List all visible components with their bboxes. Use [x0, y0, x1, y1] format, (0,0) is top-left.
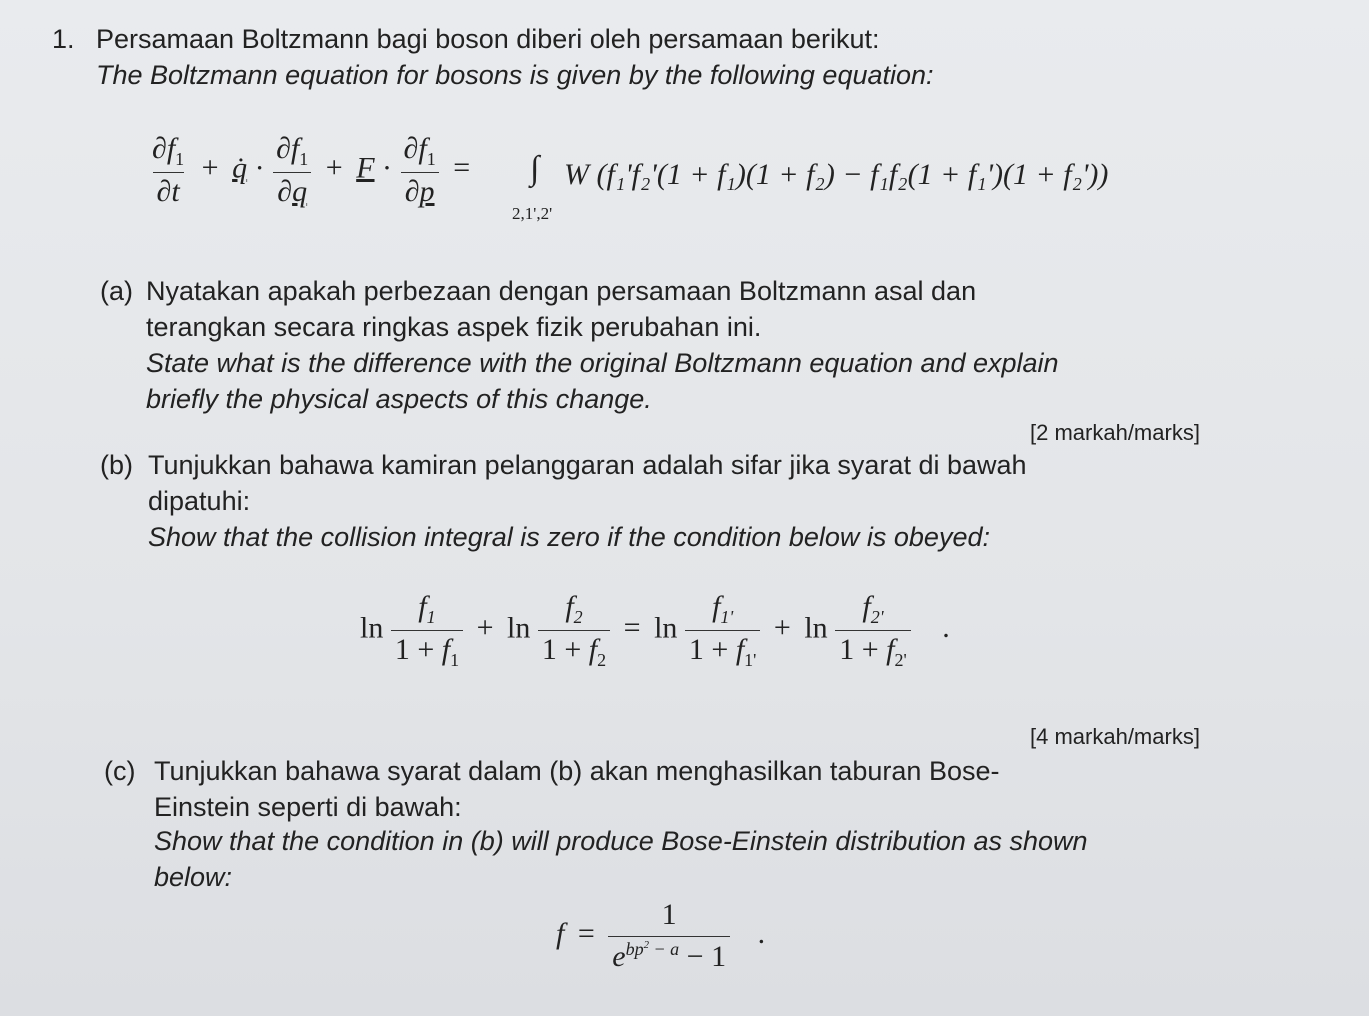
integral-sign: ∫	[530, 150, 540, 187]
part-c-english-line2: below:	[154, 862, 233, 892]
intro-malay: Persamaan Boltzmann bagi boson diberi oleh persamaan berikut:	[96, 24, 880, 54]
part-a-english-line1: State what is the difference with the original Boltzmann equation and explain	[146, 348, 1059, 378]
time-derivative: $\frac{\partial f_1}{\partial t}$	[152, 132, 185, 208]
part-b-malay-line2: dipatuhi:	[148, 486, 251, 516]
part-b-malay-line1: Tunjukkan bahawa kamiran pelanggaran adalah sifar jika syarat di bawah	[148, 450, 1027, 480]
condition-equation: ln $\frac{f_1}{1 + f_1}$ + ln $\frac{f_2}{1 + f_2}$ = ln $\frac{f_{1'}}{1 + f_{1'}}$ + ln $\frac{f_{2'}}{1 + f_{2'}}$ .	[360, 590, 950, 670]
part-b-english-line1: Show that the collision integral is zero if the condition below is obeyed:	[148, 522, 990, 552]
momentum-derivative: $\frac{\partial f_1}{\partial p}$	[400, 132, 440, 209]
part-b-label: (b)	[100, 450, 133, 480]
boltzmann-equation: $\frac{\partial f_1}{\partial t}$ + q̇ · $\frac{\partial f_1}{\partial q}$ + F · $\frac{\partial f_1}{\partial p}$ =	[148, 132, 476, 209]
part-a-english-line2: briefly the physical aspects of this change.	[146, 384, 652, 414]
position-derivative: $\frac{\partial f_1}{\partial q}$	[272, 132, 312, 209]
part-a-malay-line2: terangkan secara ringkas aspek fizik perubahan ini.	[146, 312, 762, 342]
part-c-malay-line1: Tunjukkan bahawa syarat dalam (b) akan menghasilkan taburan Bose-	[154, 756, 1000, 786]
part-a-label: (a)	[100, 276, 133, 306]
part-c-malay-line2: Einstein seperti di bawah:	[154, 792, 462, 822]
part-c-label: (c)	[104, 756, 136, 786]
part-c-english-line1: Show that the condition in (b) will produce Bose-Einstein distribution as shown	[154, 826, 1088, 856]
integral-subscript: 2,1',2'	[512, 204, 553, 223]
part-a-marks: [2 markah/marks]	[1030, 420, 1200, 445]
question-number: 1.	[52, 24, 75, 54]
part-a-malay-line1: Nyatakan apakah perbezaan dengan persamaan Boltzmann asal dan	[146, 276, 977, 306]
part-b-marks: [4 markah/marks]	[1030, 724, 1200, 749]
intro-english: The Boltzmann equation for bosons is given by the following equation:	[96, 60, 934, 90]
bose-einstein-equation: f = $\frac{1}{e^{bp^2 - a} - 1}$ .	[556, 898, 766, 973]
collision-term: W (f₁'f₂'(1 + f₁)(1 + f₂) − f₁f₂(1 + f₁')(1 + f₂'))	[564, 158, 1109, 191]
